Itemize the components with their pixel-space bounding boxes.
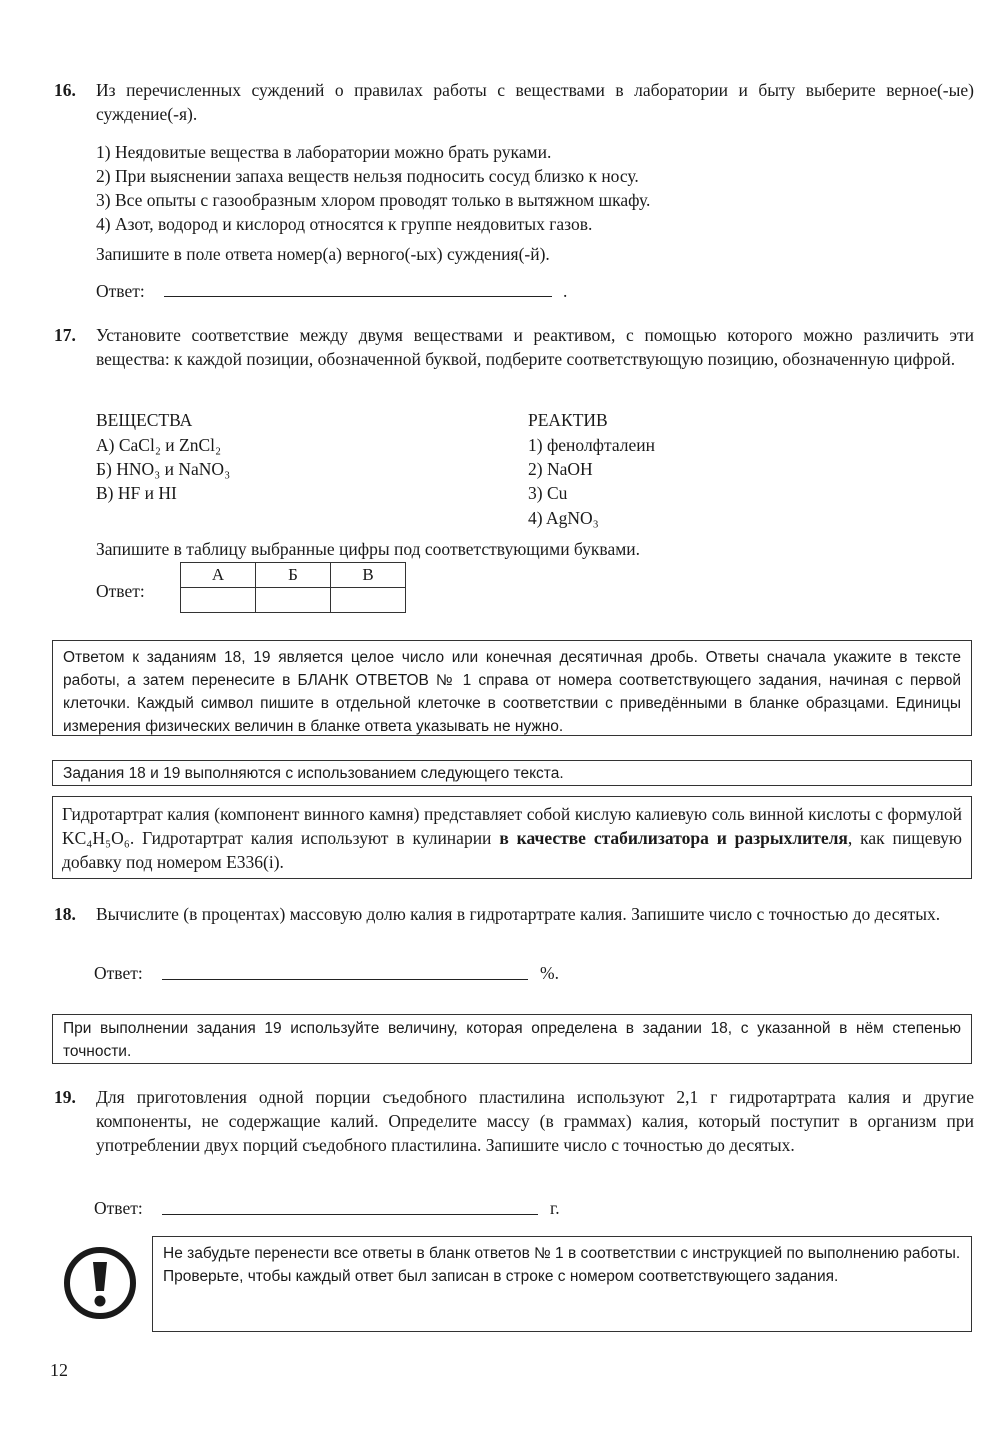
q16-prompt: Из перечисленных суждений о правилах работы с веществами в лаборатории и быту выберите верное(-ые) суждение(-я). <box>96 80 974 124</box>
q16-answer-end: . <box>563 281 568 301</box>
q17-substance-b: Б) HNO₃ и NaNO₃ <box>96 459 231 479</box>
reference-text-box <box>52 796 972 879</box>
q18-answer-field[interactable] <box>162 979 528 980</box>
q19-answer-label: Ответ: <box>94 1198 143 1218</box>
q17-answer-label: Ответ: <box>96 581 145 601</box>
reminder-line-1: Не забудьте перенести все ответы в бланк ответов № 1 в соответствии с инструкцией по выполнению работы. <box>163 1245 961 1262</box>
q16-instruction: Запишите в поле ответа номер(а) верного(-ых) суждения(-й). <box>96 244 550 264</box>
info-box-text-intro-text: Задания 18 и 19 выполняются с использованием следующего текста. <box>63 765 564 782</box>
reference-text-part1: Гидротартрат калия (компонент винного камня) представляет собой кислую калиевую соль винной кислоты с формулой KC₄H₅O₆. Гидротартрат калия используют в кулинарии <box>62 804 962 848</box>
info-box-answer-rules-text: Ответом к заданиям 18, 19 является целое число или конечная десятичная дробь. Ответы сначала укажите в тексте работы, а затем перенесите в БЛАНК ОТВЕТОВ № 1 справа от номера соответствующего задания, начиная с первой клеточки. Каждый символ пишите в отдельной клеточке в соответствии с приведёнными в бланке образцами. Единицы измерения физических величин в бланке ответа указывать не нужно. <box>63 649 961 735</box>
q17-reagent-1: 1) фенолфталеин <box>528 435 656 455</box>
q19-answer-field[interactable] <box>162 1214 538 1215</box>
q18-unit: %. <box>540 963 559 983</box>
q17-reagent-4: 4) AgNO₃ <box>528 508 599 528</box>
q17-substances-header: ВЕЩЕСТВА <box>96 410 193 430</box>
q18-number: 18. <box>54 904 76 924</box>
q19-unit: г. <box>550 1198 560 1218</box>
q16-option-1: 1) Неядовитые вещества в лаборатории можно брать руками. <box>96 142 552 162</box>
reference-text-part2: , как пищевую добавку под номером E336(i). <box>62 828 962 872</box>
q18-answer-label: Ответ: <box>94 963 143 983</box>
q16-option-3: 3) Все опыты с газообразным хлором проводят только в вытяжном шкафу. <box>96 190 651 210</box>
q16-option-2: 2) При выяснении запаха веществ нельзя подносить сосуд близко к носу. <box>96 166 639 186</box>
info-box-precision <box>52 1014 972 1064</box>
info-box-precision-text: При выполнении задания 19 используйте величину, которая определена в задании 18, с указанной в нём степенью точности. <box>63 1020 961 1060</box>
q16-number: 16. <box>54 80 76 100</box>
q16-option-4: 4) Азот, водород и кислород относятся к группе неядовитых газов. <box>96 214 593 234</box>
q17-instruction: Запишите в таблицу выбранные цифры под соответствующими буквами. <box>96 539 641 559</box>
q17-prompt: Установите соответствие между двумя веществами и реактивом, с помощью которого можно различить эти вещества: к каждой позиции, обозначенной буквой, подберите соответствующую позицию, обозначенную цифрой. <box>96 325 974 369</box>
q17-table-header-c: В <box>331 563 406 588</box>
q17-answer-cell-c[interactable] <box>331 588 406 613</box>
reminder-line-2: Проверьте, чтобы каждый ответ был записан в строке с номером соответствующего задания. <box>163 1268 839 1285</box>
q19-number: 19. <box>54 1087 76 1107</box>
q17-table-header-b: Б <box>256 563 331 588</box>
q17-table-header-a: А <box>181 563 256 588</box>
reference-text-bold: в качестве стабилизатора и разрыхлителя <box>499 828 848 848</box>
q17-reagents-header: РЕАКТИВ <box>528 410 608 430</box>
q17-substance-c: В) HF и HI <box>96 483 177 503</box>
q17-answer-cell-b[interactable] <box>256 588 331 613</box>
page-number: 12 <box>50 1360 68 1380</box>
q17-reagent-3: 3) Cu <box>528 483 568 503</box>
exclamation-icon <box>62 1245 138 1321</box>
q17-substance-a: А) CaCl₂ и ZnCl₂ <box>96 435 222 455</box>
q18-prompt: Вычислите (в процентах) массовую долю калия в гидротартрате калия. Запишите число с точностью до десятых. <box>96 904 941 924</box>
q16-answer-field[interactable] <box>164 296 552 297</box>
q19-prompt: Для приготовления одной порции съедобного пластилина используют 2,1 г гидротартрата калия и другие компоненты, не содержащие калий. Определите массу (в граммах) калия, который поступит в организм при употреблении двух порций съедобного пластилина. Запишите число с точностью до десятых. <box>96 1087 974 1155</box>
info-box-answer-rules <box>52 640 972 736</box>
q16-answer-label: Ответ: <box>96 281 145 301</box>
q17-reagent-2: 2) NaOH <box>528 459 593 479</box>
q17-answer-table <box>180 562 406 613</box>
q17-answer-cell-a[interactable] <box>181 588 256 613</box>
reminder-box <box>152 1236 972 1332</box>
info-box-text-intro <box>52 760 972 786</box>
q17-number: 17. <box>54 325 76 345</box>
